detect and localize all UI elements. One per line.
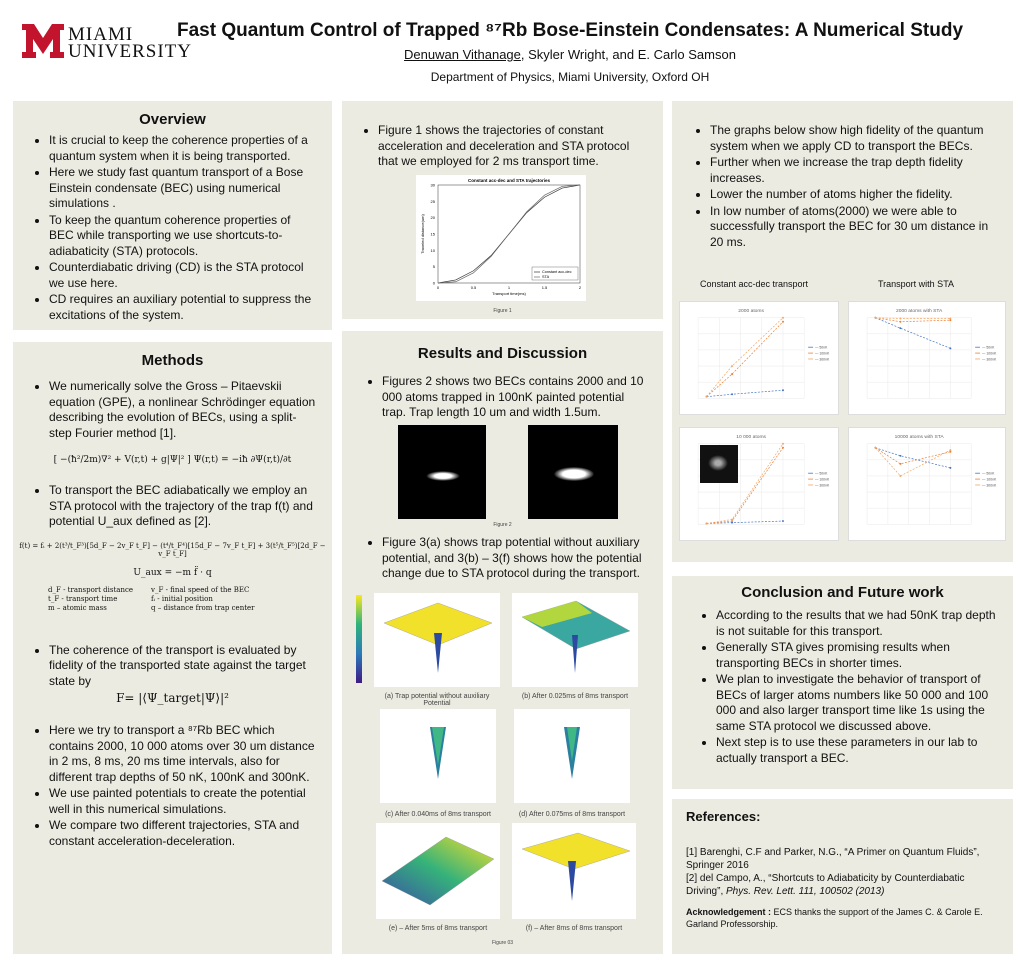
x-tick-label: 0 <box>436 285 440 290</box>
ack-label: Acknowledgement : <box>686 907 772 917</box>
overview-title: Overview <box>139 111 206 128</box>
references-panel <box>672 799 1013 954</box>
data-point <box>782 443 784 445</box>
uaux-equation: U_aux = −m f̈ · q <box>133 567 212 578</box>
methods-list-2 <box>13 483 332 530</box>
surface-plot-c <box>380 709 496 803</box>
list-item: • We compare two different trajectories, STA and constant acceleration-deceleration. <box>49 818 318 849</box>
list-item: • To keep the quantum coherence properties of BEC while transporting we use shortcuts-to-adiabaticity (STA) protocols. <box>49 213 318 260</box>
legend-label: — 50nK <box>982 345 995 350</box>
x-tick-label: 0.5 <box>470 285 477 290</box>
list-item: • Figures 2 shows two BECs contains 2000 and 10 000 atoms trapped in 100nK painted potential trap. Trap length 10 um and width 1.5um. <box>382 374 649 421</box>
list-item: • The coherence of the transport is evaluated by fidelity of the transported state against the target state by <box>49 643 318 690</box>
logo-text-university: UNIVERSITY <box>68 41 192 62</box>
methods-title: Methods <box>141 352 204 369</box>
inset-bec-image <box>700 445 738 483</box>
acknowledgement <box>686 906 999 930</box>
reference-2-text: [2] del Campo, A., “Shortcuts to Adiabaticity by Counterdiabatic Driving”, <box>686 873 965 897</box>
methods-list-3 <box>13 643 332 690</box>
data-point <box>731 393 733 395</box>
legend-label: STA <box>542 275 550 280</box>
data-point <box>899 321 901 323</box>
data-point <box>782 520 784 522</box>
fidelity-panel <box>672 101 1013 562</box>
miami-m-icon <box>22 24 64 58</box>
results-title: Results and Discussion <box>417 345 588 362</box>
y-axis-label: Traveled distance(um) <box>420 214 425 254</box>
figure1-caption: Figure 1 <box>493 308 512 314</box>
list-item: • It is crucial to keep the coherence properties of a quantum system when it is being transported. <box>49 133 318 164</box>
list-item: • We use painted potentials to create the potential well in this numerical simulations. <box>49 786 318 817</box>
reference-2 <box>686 872 999 898</box>
legend-label: — 100nK <box>815 351 830 356</box>
legend-label: Constant acc-dec <box>542 270 572 275</box>
conclusion-panel <box>672 576 1013 789</box>
list-item: • Figure 1 shows the trajectories of constant acceleration and deceleration and STA protocol that we employed for 2 ms transport time. <box>378 123 649 170</box>
ack-text: ECS thanks the support of the James C. & Carole E. Garland Professorship. <box>686 907 983 929</box>
subcaption-d: (d) After 0.075ms of 8ms transport <box>518 811 626 818</box>
subcaption-f: (f) – After 8ms of 8ms transport <box>525 925 623 932</box>
legend-label: — 100nK <box>982 351 997 356</box>
chart-2000-atoms-sta <box>848 301 1006 415</box>
data-point <box>706 522 708 524</box>
subcaption-e: (e) – After 5ms of 8ms transport <box>388 925 488 932</box>
data-point <box>782 389 784 391</box>
column-label-sta: Transport with STA <box>878 279 955 289</box>
results-list-2 <box>342 535 663 583</box>
references-title: References: <box>686 809 761 824</box>
figure3-caption: Figure 03 <box>491 940 514 946</box>
subcaption-a: (a) Trap potential without auxiliary Potential <box>384 693 490 707</box>
subcaption-b: (b) After 0.025ms of 8ms transport <box>521 693 629 700</box>
y-tick-label: 30 <box>430 182 435 188</box>
y-tick-label: 10 <box>430 247 435 253</box>
legend-label: — 300nK <box>815 357 830 362</box>
data-point <box>731 373 733 375</box>
list-item: • Lower the number of atoms higher the fidelity. <box>710 187 999 203</box>
trajectory-equation: f(t) = fᵢ + 2(t³/t_F³)[5d_F − 2v_F t_F] − (t⁴/t_F⁴)[15d_F − 7v_F t_F] + 3(t⁵/t_F⁵)[2d_F − v_F t_F] <box>19 541 326 558</box>
poster-title: Fast Quantum Control of Trapped ⁸⁷Rb Bose-Einstein Condensates: A Numerical Study <box>176 20 964 41</box>
list-item: • To transport the BEC adiabatically we employ an STA protocol with the trajectory of the trap f(t) and potential U_aux defined as [2]. <box>49 483 318 530</box>
figure1-svg <box>416 175 586 301</box>
series-line-50nK <box>875 448 950 468</box>
x-axis-label: Transport time(ms) <box>492 291 526 296</box>
list-item: • We numerically solve the Gross – Pitaevskii equation (GPE), a nonlinear Schrödinger equation describing the evolution of BECs, using a split-step Fourier method [1]. <box>49 379 318 441</box>
list-item: • Here we try to transport a ⁸⁷Rb BEC which contains 2000, 10 000 atoms over 30 um distance in 2 ms, 8 ms, 20 ms time intervals, also for different trap depths of 50 nK, 100nK and 300nK. <box>49 723 318 785</box>
figure2-caption: Figure 2 <box>493 522 512 528</box>
y-tick-label: 5 <box>432 264 435 270</box>
series-line-100nK <box>875 448 950 464</box>
surface-plot-d <box>514 709 630 803</box>
conclusion-title: Conclusion and Future work <box>741 584 944 601</box>
coauthor-names: , Skyler Wright, and E. Carlo Samson <box>520 47 736 62</box>
chart-title: 2000 atoms <box>738 308 764 314</box>
data-point <box>731 365 733 367</box>
list-item: • Generally STA gives promising results when transporting BECs in shorter times. <box>716 640 999 671</box>
legend-label: — 100nK <box>815 477 830 482</box>
series-line-100nK <box>707 322 783 397</box>
legend-label: — 100nK <box>982 477 997 482</box>
chart-title: Constant acc-dec and STA trajectories <box>467 178 551 183</box>
conclusion-list <box>672 608 1013 766</box>
list-item: • We plan to investigate the behavior of transport of BECs of larger atoms numbers like 50 000 and 100 000 and also larger transport time like 1s using the same STA protocol we discussed above. <box>716 672 999 734</box>
y-tick-label: 20 <box>430 215 435 221</box>
data-point <box>899 327 901 329</box>
x-tick-label: 1.5 <box>541 285 548 290</box>
bec-image-10000 <box>528 425 618 519</box>
data-point <box>899 455 901 457</box>
list-item: • Next step is to use these parameters in our lab to actually transport a BEC. <box>716 735 999 766</box>
legend-item: d_F - transport distance <box>48 585 134 594</box>
series-line-50nK <box>707 390 783 396</box>
data-point <box>731 518 733 520</box>
methods-list-1 <box>13 379 332 441</box>
legend-label: — 300nK <box>982 357 997 362</box>
list-item: • Counterdiabatic driving (CD) is the STA protocol we use here. <box>49 260 318 291</box>
legend-label: — 300nK <box>982 483 997 488</box>
data-point <box>949 318 951 320</box>
series-line-300nK <box>707 318 783 397</box>
list-item: • CD requires an auxiliary potential to suppress the excitations of the system. <box>49 292 318 323</box>
figure1-trajectory-chart <box>416 175 586 301</box>
surface-plot-b <box>512 593 638 687</box>
data-point <box>782 447 784 449</box>
legend-item: q – distance from trap center <box>151 603 255 612</box>
data-point <box>706 396 708 398</box>
legend-label: — 50nK <box>815 471 828 476</box>
list-item: • Further when we increase the trap depth fidelity increases. <box>710 155 999 186</box>
symbol-legend <box>13 586 332 613</box>
legend-label: — 50nK <box>815 345 828 350</box>
list-item: • Here we study fast quantum transport of a Bose Einstein condensate (BEC) using numerical simulations . <box>49 165 318 212</box>
gpe-equation: [ −(ħ²/2m)∇² + V(r,t) + g|Ψ|² ] Ψ(r,t) = −iħ ∂Ψ(r,t)/∂t <box>53 455 292 465</box>
data-point <box>949 467 951 469</box>
chart-title: 2000 atoms with STA <box>895 308 943 314</box>
chart-10000-atoms-sta <box>848 427 1006 541</box>
bec-image-2000 <box>398 425 486 519</box>
y-tick-label: 25 <box>430 198 435 204</box>
legend-label: — 300nK <box>815 483 830 488</box>
results-panel <box>342 331 663 954</box>
data-point <box>899 475 901 477</box>
surface-plot-e <box>376 823 500 919</box>
data-point <box>782 321 784 323</box>
legend-item: fᵢ - initial position <box>151 594 213 603</box>
methods-list-4 <box>13 723 332 849</box>
overview-panel <box>13 101 332 330</box>
results-list-1 <box>342 374 663 421</box>
series-line-300nK <box>875 448 950 476</box>
list-item: • According to the results that we had 50nK trap depth is not suitable for this transport. <box>716 608 999 639</box>
y-tick-label: 15 <box>430 231 435 237</box>
department: Department of Physics, Miami University, Oxford OH <box>430 70 710 84</box>
reference-1: [1] Barenghi, C.F and Parker, N.G., “A Primer on Quantum Fluids”, Springer 2016 <box>686 847 980 871</box>
subcaption-c: (c) After 0.040ms of 8ms transport <box>385 811 491 818</box>
chart-2000-atoms <box>679 301 839 415</box>
list-item: • Figure 3(a) shows trap potential without auxiliary potential, and 3(b) – 3(f) shows how the potential change due to STA protocol during the transport. <box>382 535 649 582</box>
y-tick-label: 0 <box>432 280 435 286</box>
list-item: • In low number of atoms(2000) we were able to successfully transport the BEC for 30 um distance in 20 ms. <box>710 204 999 251</box>
data-point <box>949 347 951 349</box>
colorbar <box>356 595 362 683</box>
methods-panel <box>13 342 332 954</box>
presenter-name: Denuwan Vithanage <box>404 47 521 62</box>
legend-item: v_F - final speed of the BEC <box>151 585 250 594</box>
series-line-50nK <box>875 318 950 349</box>
data-point <box>949 449 951 451</box>
data-point <box>874 317 876 319</box>
authors <box>160 47 980 62</box>
fidelity-list <box>672 123 1013 250</box>
figure1-list <box>342 123 663 170</box>
data-point <box>899 318 901 320</box>
chart-title: 10000 atoms with STA <box>894 434 944 440</box>
x-tick-label: 1 <box>507 285 511 290</box>
data-point <box>874 447 876 449</box>
legend-item: m – atomic mass <box>48 603 107 612</box>
overview-list <box>13 133 332 323</box>
logo-text-miami: MIAMI <box>68 24 134 45</box>
list-item: • The graphs below show high fidelity of the quantum system when we apply CD to transport the BECs. <box>710 123 999 154</box>
legend-item: t_F - transport time <box>48 594 118 603</box>
x-tick-label: 2 <box>578 285 582 290</box>
legend-label: — 50nK <box>982 471 995 476</box>
column-label-acc-dec: Constant acc-dec transport <box>700 279 809 289</box>
data-point <box>782 317 784 319</box>
chart-title: 10 000 atoms <box>736 434 767 440</box>
surface-plot-a <box>374 593 500 687</box>
figure1-panel <box>342 101 663 319</box>
reference-2-journal: Phys. Rev. Lett. 111, 100502 (2013) <box>726 886 885 897</box>
data-point <box>899 463 901 465</box>
surface-plot-f <box>512 823 636 919</box>
fidelity-equation: F= |⟨Ψ_target|Ψ⟩|² <box>116 691 229 705</box>
